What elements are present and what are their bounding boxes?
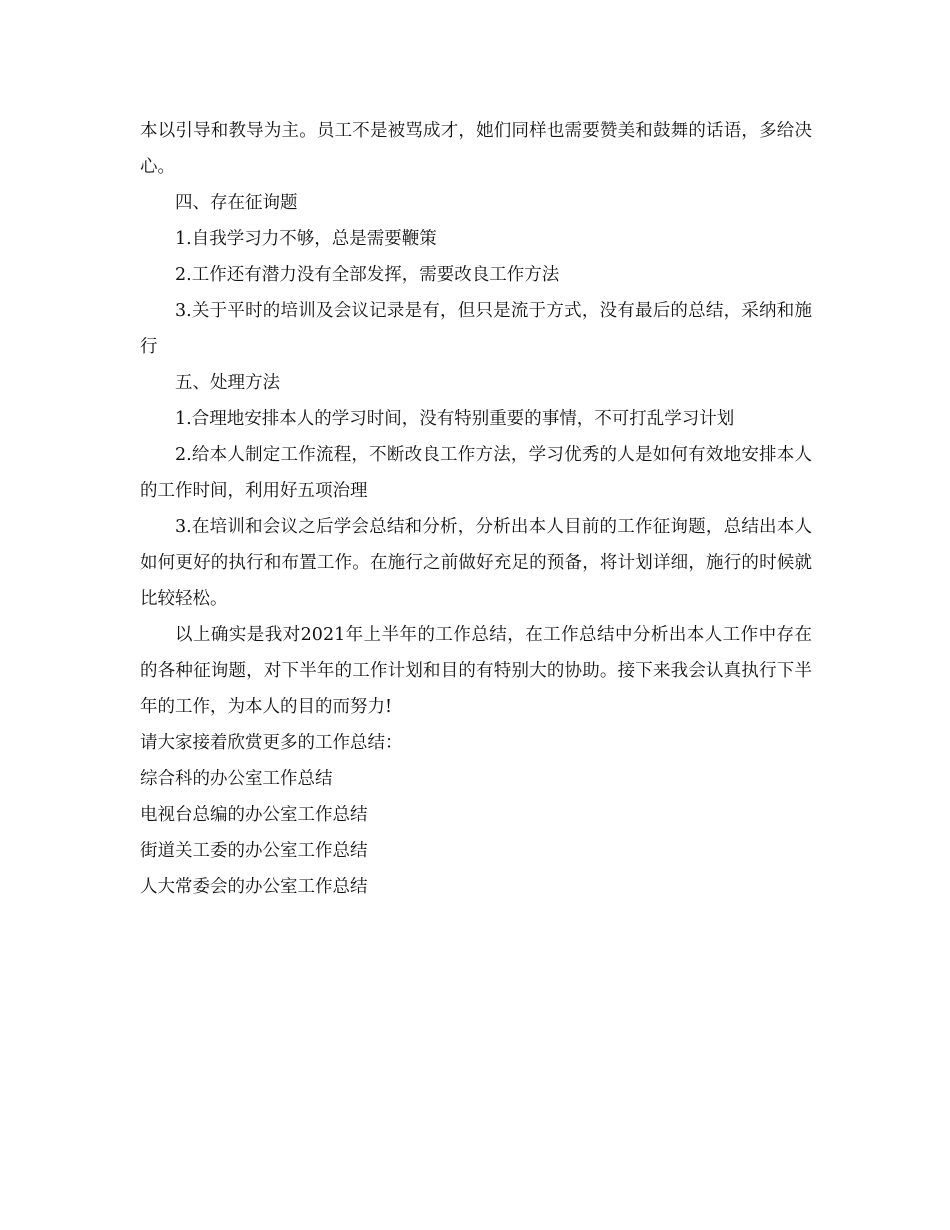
solution-item-2: 2.给本人制定工作流程，不断改良工作方法，学习优秀的人是如何有效地安排本人的工作时间，利用好五项治理 <box>140 445 812 501</box>
solution-item-3: 3.在培训和会议之后学会总结和分析，分析出本人目前的工作征询题，总结出本人如何更好的执行和布置工作。在施行之前做好充足的预备，将计划详细，施行的时候就比较轻松。 <box>140 517 812 609</box>
problem-item-2: 2.工作还有潜力没有全部发挥，需要改良工作方法 <box>175 265 560 285</box>
section-heading-solutions: 五、处理方法 <box>175 373 280 393</box>
problem-item-3: 3.关于平时的培训及会议记录是有，但只是流于方式，没有最后的总结，采纳和施行 <box>140 301 812 357</box>
related-link-1[interactable]: 综合科的办公室工作总结 <box>140 769 333 789</box>
problem-item-1: 1.自我学习力不够，总是需要鞭策 <box>175 229 437 249</box>
related-link-2[interactable]: 电视台总编的办公室工作总结 <box>140 805 368 825</box>
more-summaries-intro: 请大家接着欣赏更多的工作总结： <box>140 733 403 753</box>
document-body <box>140 113 812 905</box>
paragraph-continued: 本以引导和教导为主。员工不是被骂成才，她们同样也需要赞美和鼓舞的话语，多给决心。 <box>140 121 812 177</box>
section-heading-problems: 四、存在征询题 <box>175 193 298 213</box>
solution-item-1: 1.合理地安排本人的学习时间，没有特别重要的事情，不可打乱学习计划 <box>175 409 735 429</box>
related-link-4[interactable]: 人大常委会的办公室工作总结 <box>140 877 368 897</box>
related-link-3[interactable]: 街道关工委的办公室工作总结 <box>140 841 368 861</box>
closing-paragraph: 以上确实是我对2021年上半年的工作总结，在工作总结中分析出本人工作中存在的各种征询题，对下半年的工作计划和目的有特别大的协助。接下来我会认真执行下半年的工作，为本人的目的而努力! <box>140 625 812 717</box>
